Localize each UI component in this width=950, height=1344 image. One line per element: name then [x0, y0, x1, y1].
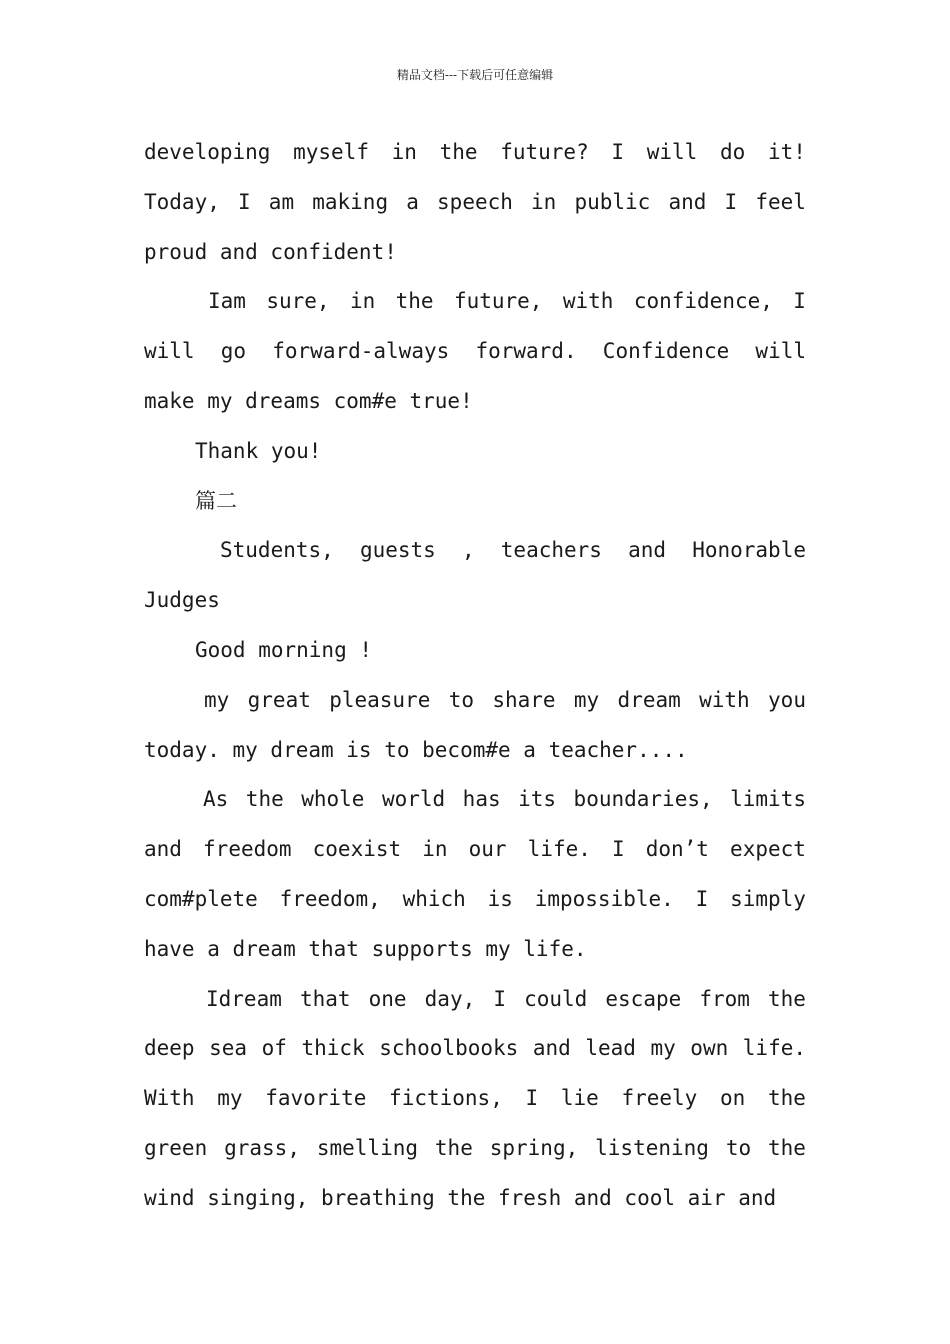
word: boundaries, — [573, 787, 713, 812]
text-line: 篇二 — [195, 488, 237, 513]
word: the — [245, 787, 284, 812]
word: forward. — [475, 339, 577, 364]
word: do — [719, 140, 746, 164]
text-line — [144, 178, 806, 228]
word: world — [381, 787, 446, 812]
word: pleasure — [329, 687, 431, 712]
word: schoolbooks — [379, 1036, 519, 1061]
word: I — [493, 986, 506, 1011]
word: I — [695, 886, 709, 911]
word: Students, — [220, 538, 334, 563]
word: lead — [585, 1036, 636, 1061]
word: could — [524, 986, 588, 1011]
word: to — [725, 1135, 752, 1160]
paragraph — [144, 128, 806, 277]
word: it! — [767, 140, 806, 164]
word: I — [611, 140, 625, 164]
word: has — [462, 787, 501, 812]
word: limits — [730, 787, 806, 812]
word: With — [144, 1086, 195, 1111]
text-line — [144, 775, 806, 825]
word: freedom — [203, 837, 292, 862]
word: deep — [144, 1036, 195, 1061]
word: and — [628, 538, 667, 563]
paragraph — [144, 775, 806, 974]
word: green — [144, 1135, 208, 1160]
word: Confidence — [602, 339, 730, 364]
text-line — [144, 277, 806, 327]
word: share — [492, 687, 556, 712]
page-header: 精品文档---下载后可任意编辑 — [396, 68, 554, 82]
word: its — [518, 787, 557, 812]
word: impossible. — [534, 886, 674, 911]
word: thick — [301, 1036, 365, 1061]
text-line: Judges — [144, 588, 220, 613]
word: one — [368, 986, 407, 1011]
word: simply — [730, 886, 806, 911]
word: life. — [527, 837, 591, 862]
word: will — [646, 140, 698, 164]
word: expect — [730, 837, 806, 862]
word: from — [699, 986, 750, 1011]
word: my — [650, 1036, 676, 1061]
word: spring, — [489, 1135, 579, 1160]
word: the — [767, 1086, 806, 1111]
text-line — [144, 327, 806, 377]
word: with — [699, 687, 750, 712]
word: Honorable — [692, 538, 806, 563]
word: am — [268, 189, 295, 214]
word: future? — [500, 140, 589, 164]
text-line — [144, 526, 806, 576]
text-line — [144, 1124, 806, 1174]
word: and — [668, 189, 707, 214]
word: go — [220, 339, 247, 364]
text-line: Good morning ! — [195, 637, 373, 662]
word: Idream — [206, 986, 282, 1011]
word: that — [299, 986, 351, 1011]
paragraph — [144, 427, 806, 477]
paragraph — [144, 626, 806, 676]
word: the — [768, 986, 806, 1011]
text-line: wind singing, breathing the fresh and cool air and — [144, 1185, 777, 1210]
word: in — [349, 289, 376, 314]
word: which — [402, 886, 466, 911]
word: Iam — [208, 289, 246, 314]
word: with — [562, 289, 614, 314]
text-line: have a dream that supports my life. — [144, 936, 587, 961]
word: I — [525, 1086, 539, 1111]
word: the — [768, 1135, 806, 1160]
word: I — [238, 189, 251, 214]
word: life. — [742, 1036, 806, 1061]
word: freedom, — [279, 886, 381, 911]
word: is — [487, 886, 513, 911]
word: feel — [755, 189, 806, 214]
word: and — [144, 837, 182, 862]
word: will — [755, 339, 806, 364]
word: a — [406, 189, 419, 214]
word: the — [434, 1135, 473, 1160]
word: lie — [560, 1086, 599, 1111]
text-line — [144, 875, 806, 925]
word: freely — [621, 1086, 698, 1111]
text-line: make my dreams com#e true! — [144, 388, 473, 413]
word: , — [461, 538, 475, 563]
word: I — [724, 189, 738, 214]
word: confidence, — [633, 289, 773, 314]
word: Today, — [144, 189, 220, 214]
word: coexist — [312, 837, 402, 862]
word: public — [574, 189, 651, 214]
text-line — [144, 975, 806, 1025]
word: listening — [595, 1135, 709, 1160]
text-line — [144, 825, 806, 875]
paragraph — [144, 277, 806, 426]
text-line — [144, 1024, 806, 1074]
paragraph — [144, 526, 806, 626]
word: future, — [453, 289, 543, 314]
word: whole — [301, 787, 365, 812]
word: I — [793, 289, 806, 314]
word: forward-always — [272, 339, 450, 364]
word: don’t — [645, 837, 709, 862]
word: my — [573, 687, 600, 712]
word: making — [312, 189, 389, 214]
word: my — [204, 687, 230, 712]
word: guests — [359, 538, 436, 563]
text-line — [144, 128, 806, 178]
word: com#plete — [144, 886, 258, 911]
word: you — [768, 687, 806, 712]
word: the — [395, 289, 434, 314]
word: great — [247, 687, 311, 712]
word: fictions, — [389, 1086, 503, 1111]
word: own — [690, 1036, 729, 1061]
word: myself — [293, 140, 369, 164]
word: will — [144, 339, 195, 364]
word: the — [439, 140, 478, 164]
word: As — [203, 787, 229, 812]
word: and — [532, 1036, 571, 1061]
word: of — [261, 1036, 287, 1061]
text-line: proud and confident! — [144, 239, 397, 264]
document-body — [144, 128, 806, 1224]
paragraph — [144, 975, 806, 1224]
word: on — [719, 1086, 746, 1111]
word: in — [531, 189, 557, 214]
word: to — [448, 687, 474, 712]
word: developing — [144, 140, 271, 164]
text-line — [144, 1074, 806, 1124]
word: day, — [424, 986, 476, 1011]
word: escape — [605, 986, 682, 1011]
text-line: today. my dream is to becom#e a teacher.... — [144, 737, 688, 762]
word: our — [468, 837, 507, 862]
word: teachers — [500, 538, 602, 563]
word: speech — [437, 189, 513, 214]
word: my — [217, 1086, 243, 1111]
word: smelling — [316, 1135, 419, 1160]
word: I — [611, 837, 625, 862]
text-line — [144, 676, 806, 726]
word: sure, — [266, 289, 330, 314]
text-line: Thank you! — [195, 438, 322, 463]
word: in — [422, 837, 448, 862]
word: sea — [209, 1036, 248, 1061]
word: grass, — [224, 1135, 300, 1160]
section-heading — [144, 477, 806, 527]
word: in — [391, 140, 417, 164]
word: favorite — [265, 1086, 367, 1111]
word: dream — [617, 687, 681, 712]
paragraph — [144, 676, 806, 776]
